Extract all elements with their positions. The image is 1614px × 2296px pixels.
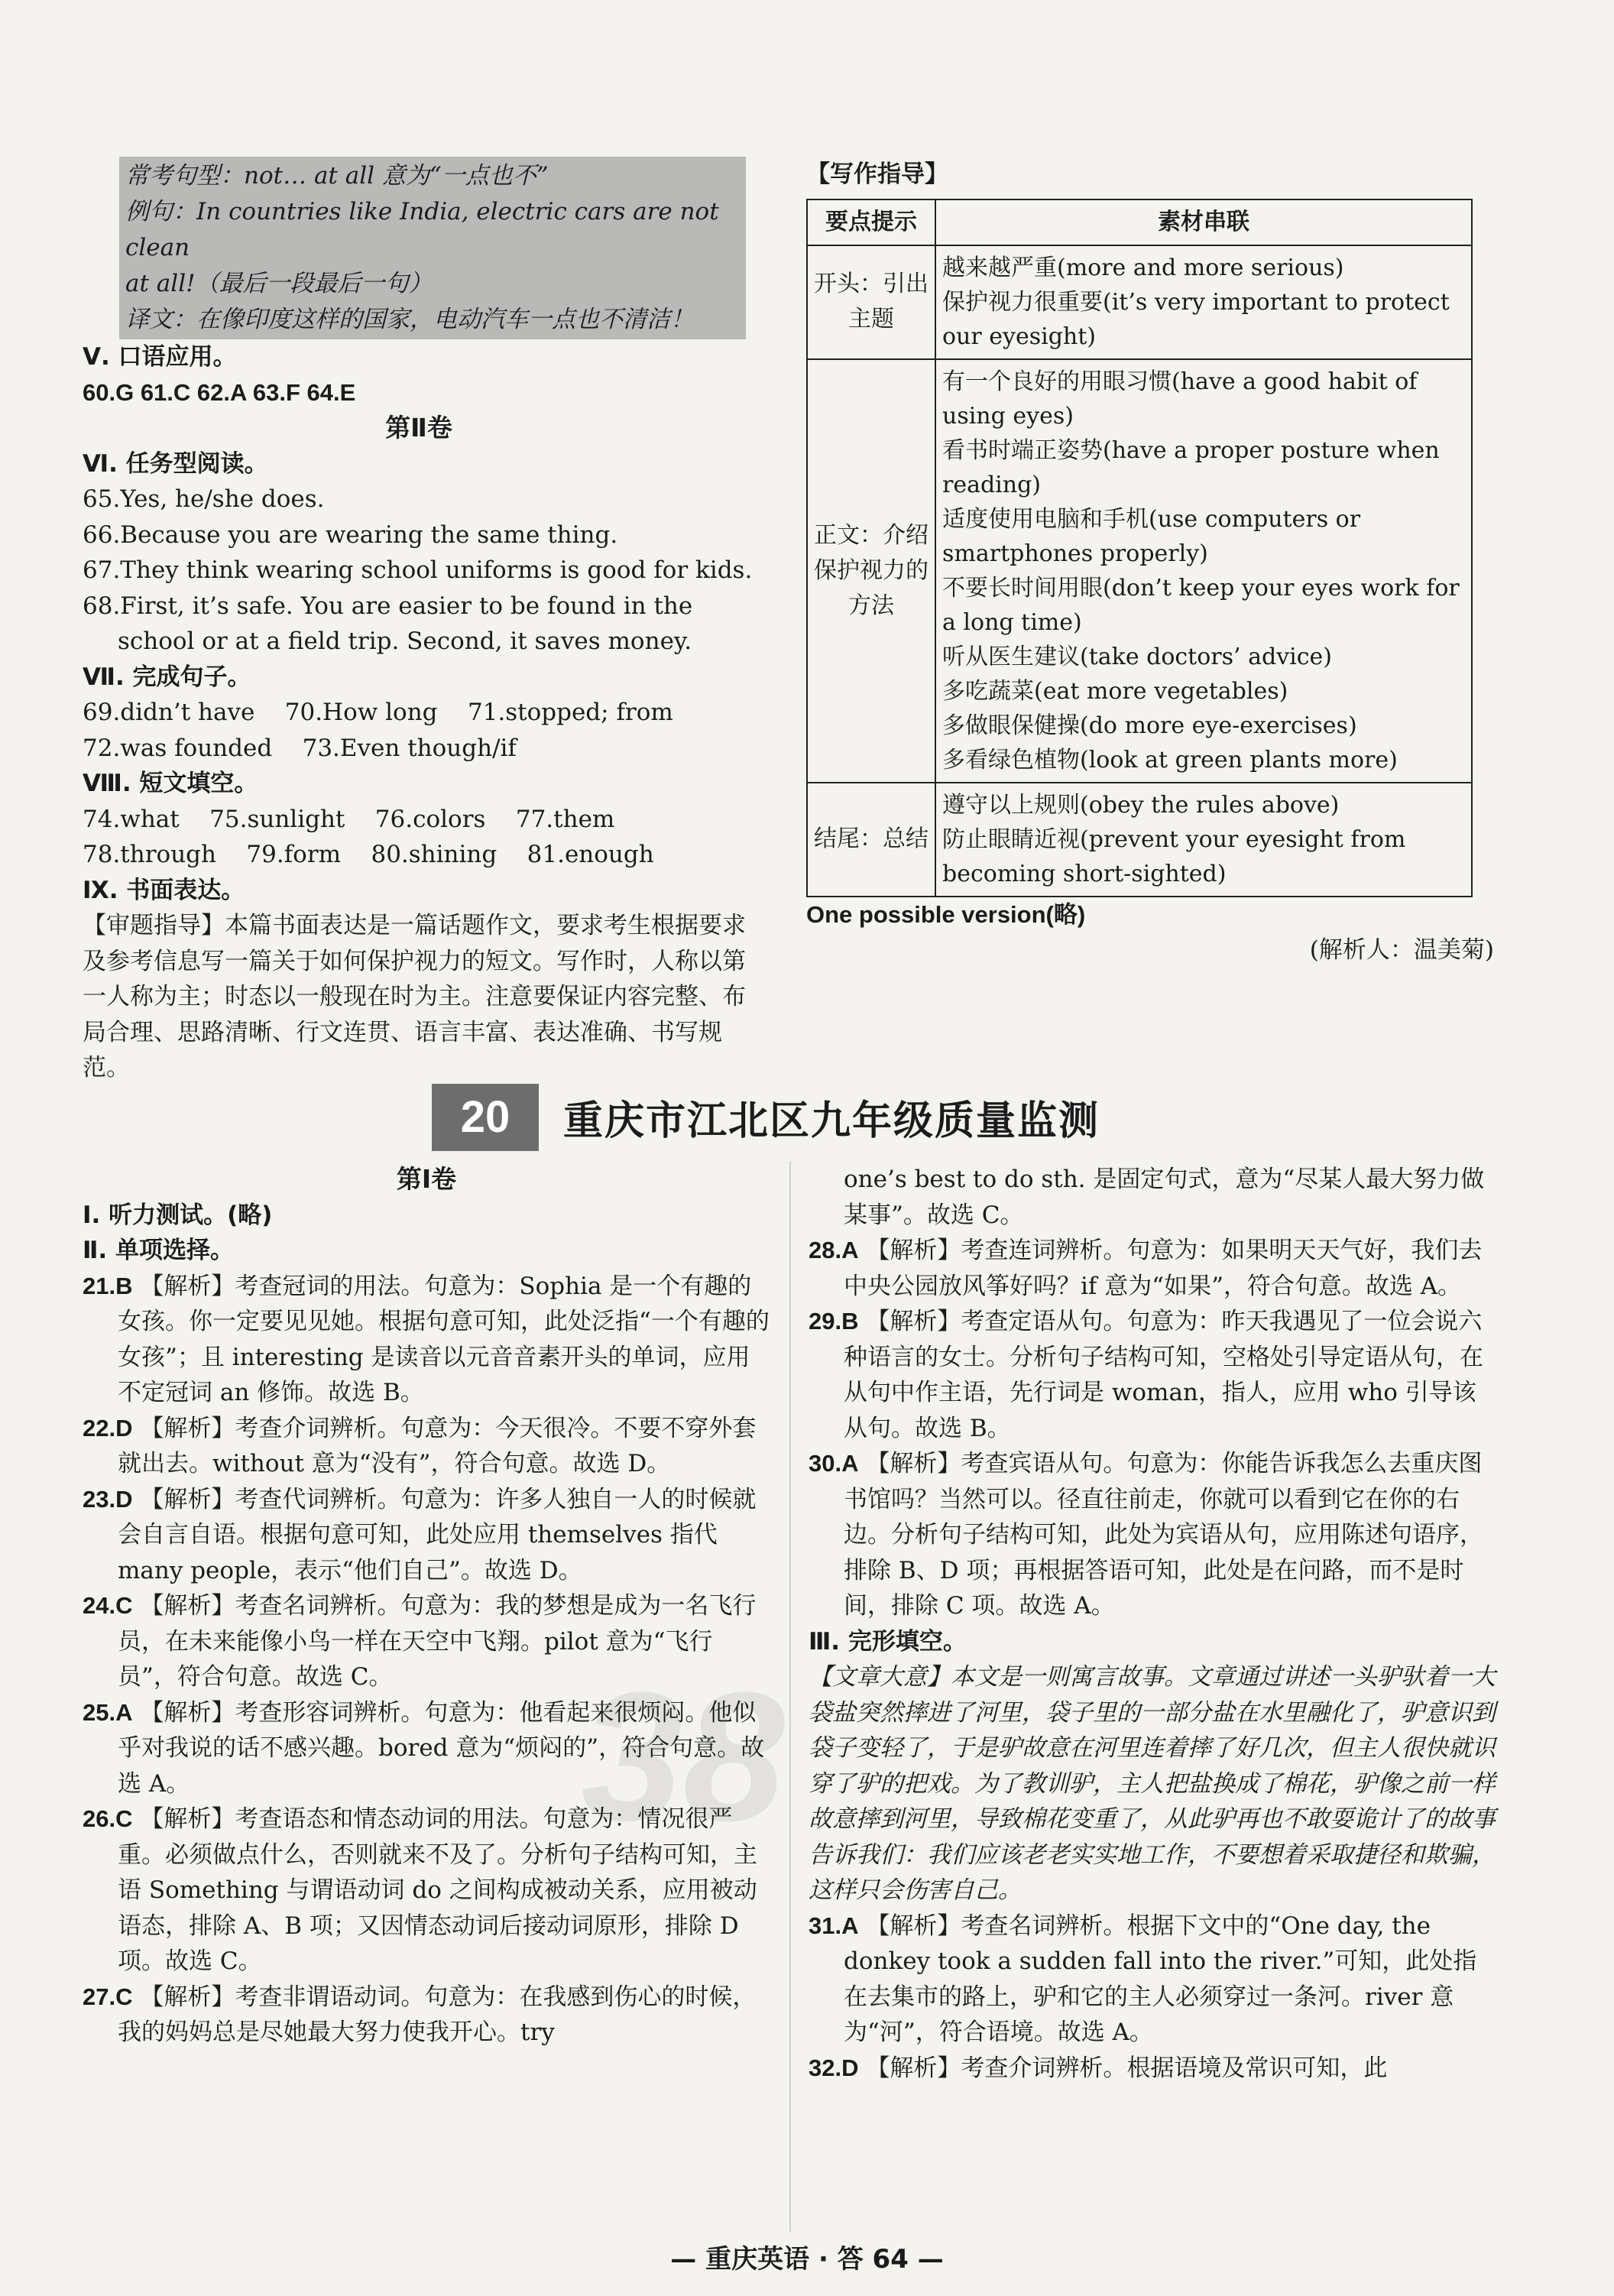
box-line: 常考句型：not… at all 意为“一点也不” [125, 162, 549, 190]
answer-line: 69.didn’t have 70.How long 71.stopped; from [83, 699, 673, 726]
volume-heading: 第Ⅰ卷 [396, 1164, 457, 1194]
writing-guide-table [806, 199, 1473, 897]
materials [935, 359, 1472, 783]
answer-number: 23.D [83, 1485, 133, 1513]
explanation-item [83, 1269, 770, 1411]
explanation-continued: one’s best to do sth. 是固定句式，意为“尽某人最大努力做某事”。故选 C。 [844, 1166, 1485, 1229]
possible-version: One possible version(略) [806, 900, 1086, 928]
bottom-right-column [809, 1162, 1496, 2086]
materials [935, 783, 1472, 897]
writing-guide-title: 【写作指导】 [806, 161, 948, 188]
section-heading: Ⅶ. 完成句子。 [83, 663, 251, 691]
explanation-text: 【解析】考查冠词的用法。句意为：Sophia 是一个有趣的女孩。你一定要见见她。根据句意可知，此处泛指“一个有趣的女孩”；且 interesting 是读音以元音音素开头的单词，应用不定冠词 an 修饰。故选 B。 [118, 1272, 770, 1406]
explanation-text: 【解析】考查介词辨析。句意为：今天很冷。不要不穿外套就出去。without 意为“没有”，符合句意。故选 D。 [118, 1414, 757, 1477]
box-line: 译文：在像印度这样的国家，电动汽车一点也不清洁！ [125, 306, 694, 333]
explanation-text: 【解析】考查连词辨析。句意为：如果明天天气好，我们去中央公园放风筝好吗？if 意为“如果”，符合句意。故选 A。 [844, 1237, 1483, 1300]
answer-line: 65.Yes, he/she does. [83, 485, 325, 513]
section-heading: Ⅲ. 完形填空。 [809, 1627, 967, 1656]
section-heading: Ⅷ. 短文填空。 [83, 770, 258, 797]
answer-number: 26.C [83, 1805, 133, 1832]
answer-number: 32.D [809, 2054, 859, 2081]
table-row [807, 783, 1472, 897]
explanation-item [83, 1695, 770, 1802]
answer-line: 60.G 61.C 62.A 63.F 64.E [83, 378, 356, 406]
answer-number: 24.C [83, 1592, 133, 1619]
answer-number: 27.C [83, 1983, 133, 2010]
explanation-item [83, 1411, 770, 1482]
explanation-text: 【解析】考查语态和情态动词的用法。句意为：情况很严重。必须做点什么，否则就来不及了。分析句子结构可知，主语 Something 与谓语动词 do 之间构成被动关系，应用被动语态，排除 A、B 项；又因情态动词后接动词原形，排除 D 项。故选 C。 [118, 1805, 757, 1975]
page-footer: — 重庆英语 · 答 64 — [670, 2244, 944, 2275]
box-line: 例句：In countries like India, electric cars are not clean [125, 198, 719, 261]
explanation-item [809, 1446, 1496, 1624]
materials [935, 245, 1472, 359]
explanation-item [83, 1980, 770, 2051]
article-summary: 【文章大意】本文是一则寓言故事。文章通过讲述一头驴驮着一大袋盐突然摔进了河里，袋子里的一部分盐在水里融化了，驴意识到袋子变轻了，于是驴故意在河里连着摔了好几次，但主人很快就识穿了驴的把戏。为了教训驴，主人把盐换成了棉花，驴像之前一样故意摔到河里，导致棉花变重了，从此驴再也不敢耍诡计了的故事告诉我们：我们应该老老实实地工作，不要想着采取捷径和欺骗，这样只会伤害自己。 [809, 1663, 1496, 1904]
answer-number: 30.A [809, 1450, 859, 1477]
test-number: 20 [432, 1084, 539, 1151]
explanation-text: 【解析】考查定语从句。句意为：昨天我遇见了一位会说六种语言的女士。分析句子结构可知，空格处引导定语从句，在从句中作主语，先行词是 woman，指人，应用 who 引导该从句。故选 B。 [844, 1308, 1483, 1442]
section-heading: Ⅱ. 单项选择。 [83, 1237, 234, 1264]
material-item: 多吃蔬菜(eat more vegetables) [942, 677, 1288, 705]
table-row [807, 245, 1472, 359]
explanation-item [83, 1588, 770, 1695]
answer-number: 22.D [83, 1414, 133, 1441]
answer-number: 21.B [83, 1272, 133, 1299]
answer-line: 72.was founded 73.Even though/if [83, 734, 517, 762]
explanation-item [809, 1304, 1496, 1446]
explanation-item [83, 1482, 770, 1589]
watermark-logo: 38 [581, 1654, 785, 1859]
section-heading: Ⅸ. 书面表达。 [83, 876, 245, 904]
explanation-text: 【解析】考查宾语从句。句意为：你能告诉我怎么去重庆图书馆吗？当然可以。径直往前走，你就可以看到它在你的右边。分析句子结构可知，此处为宾语从句，应用陈述句语序，排除 B、D 项；再根据答语可知，此处是在问路，而不是时间，排除 C 项。故选 A。 [844, 1450, 1483, 1620]
material-item: 防止眼睛近视(prevent your eyesight from becoming short-sighted) [942, 825, 1406, 887]
material-item: 不要长时间用眼(don’t keep your eyes work for a long time) [942, 574, 1460, 636]
material-item: 有一个良好的用眼习惯(have a good habit of using eyes) [942, 368, 1418, 430]
section-heading: Ⅰ. 听力测试。(略) [83, 1201, 273, 1229]
table-header: 要点提示 [807, 199, 935, 245]
analyst-credit: (解析人：温美菊) [1309, 936, 1494, 964]
answer-line: 78.through 79.form 80.shining 81.enough [83, 841, 654, 868]
material-item: 看书时端正姿势(have a proper posture when reading) [942, 436, 1440, 498]
material-item: 多做眼保健操(do more eye-exercises) [942, 712, 1357, 739]
answer-line: 74.what 75.sunlight 76.colors 77.them [83, 805, 615, 833]
answer-number: 31.A [809, 1912, 859, 1939]
material-item: 越来越严重(more and more serious) [942, 254, 1344, 281]
answer-line: 67.They think wearing school uniforms is good for kids. [83, 556, 753, 584]
material-item: 保护视力很重要(it’s very important to protect our eyesight) [942, 288, 1450, 350]
volume-heading: 第Ⅱ卷 [385, 413, 452, 443]
bottom-left-column [83, 1162, 770, 2051]
table-row [807, 359, 1472, 783]
section-heading: Ⅴ. 口语应用。 [83, 343, 237, 371]
section-heading: Ⅵ. 任务型阅读。 [83, 449, 268, 478]
explanation-item [83, 1801, 770, 1980]
explanation-text: 【解析】考查介词辨析。根据语境及常识可知，此 [866, 2054, 1388, 2082]
box-line: at all!（最后一段最后一句） [125, 270, 433, 297]
explanation-text: 【解析】考查名词辨析。根据下文中的“One day, the donkey took a sudden fall into the river.”可知，此处指在去集市的路上，驴和它的主人必须穿过一条河。river 意为“河”，符合语境。故选 A。 [844, 1912, 1477, 2046]
key-point: 结尾：总结 [807, 783, 935, 897]
answer-number: 29.B [809, 1308, 859, 1334]
test-title: 重庆市江北区九年级质量监测 [563, 1098, 1100, 1144]
explanation-item [809, 2051, 1496, 2087]
explanation-text: 【解析】考查形容词辨析。句意为：他看起来很烦闷。他似乎对我说的话不感兴趣。bored 意为“烦闷的”，符合句意。故选 A。 [118, 1698, 765, 1798]
material-item: 多看绿色植物(look at green plants more) [942, 746, 1398, 773]
table-header: 素材串联 [935, 199, 1472, 245]
explanation-item [809, 1908, 1496, 2051]
key-point: 开头：引出主题 [807, 245, 935, 359]
explanation-item [809, 1233, 1496, 1304]
explanation-text: 【解析】考查非谓语动词。句意为：在我感到伤心的时候，我的妈妈总是尽她最大努力使我开心。try [118, 1983, 757, 2046]
key-point: 正文：介绍保护视力的方法 [807, 359, 935, 783]
answer-line: 68.First, it’s safe. You are easier to be found in the school or at a field trip. Second, it saves money. [83, 592, 693, 655]
material-item: 遵守以上规则(obey the rules above) [942, 791, 1340, 819]
answer-number: 28.A [809, 1237, 859, 1263]
test-banner [432, 1084, 1181, 1151]
writing-guidance: 【审题指导】本篇书面表达是一篇话题作文，要求考生根据要求及参考信息写一篇关于如何保护视力的短文。写作时，人称以第一人称为主；时态以一般现在时为主。注意要保证内容完整、布局合理、思路清晰、行文连贯、语言丰富、表达准确、书写规范。 [83, 912, 746, 1082]
top-right-column [806, 157, 1494, 968]
top-left-column [83, 157, 755, 1086]
explanation-text: 【解析】考查代词辨析。句意为：许多人独自一人的时候就会自言自语。根据句意可知，此处应用 themselves 指代 many people，表示“他们自己”。故选 D。 [118, 1485, 757, 1584]
answer-line: 66.Because you are wearing the same thing. [83, 520, 618, 549]
material-item: 适度使用电脑和手机(use computers or smartphones properly) [942, 505, 1361, 567]
sentence-pattern-box [119, 157, 746, 339]
material-item: 听从医生建议(take doctors’ advice) [942, 643, 1332, 670]
explanation-text: 【解析】考查名词辨析。句意为：我的梦想是成为一名飞行员，在未来能像小鸟一样在天空中飞翔。pilot 意为“飞行员”，符合句意。故选 C。 [118, 1592, 757, 1691]
answer-number: 25.A [83, 1698, 133, 1726]
